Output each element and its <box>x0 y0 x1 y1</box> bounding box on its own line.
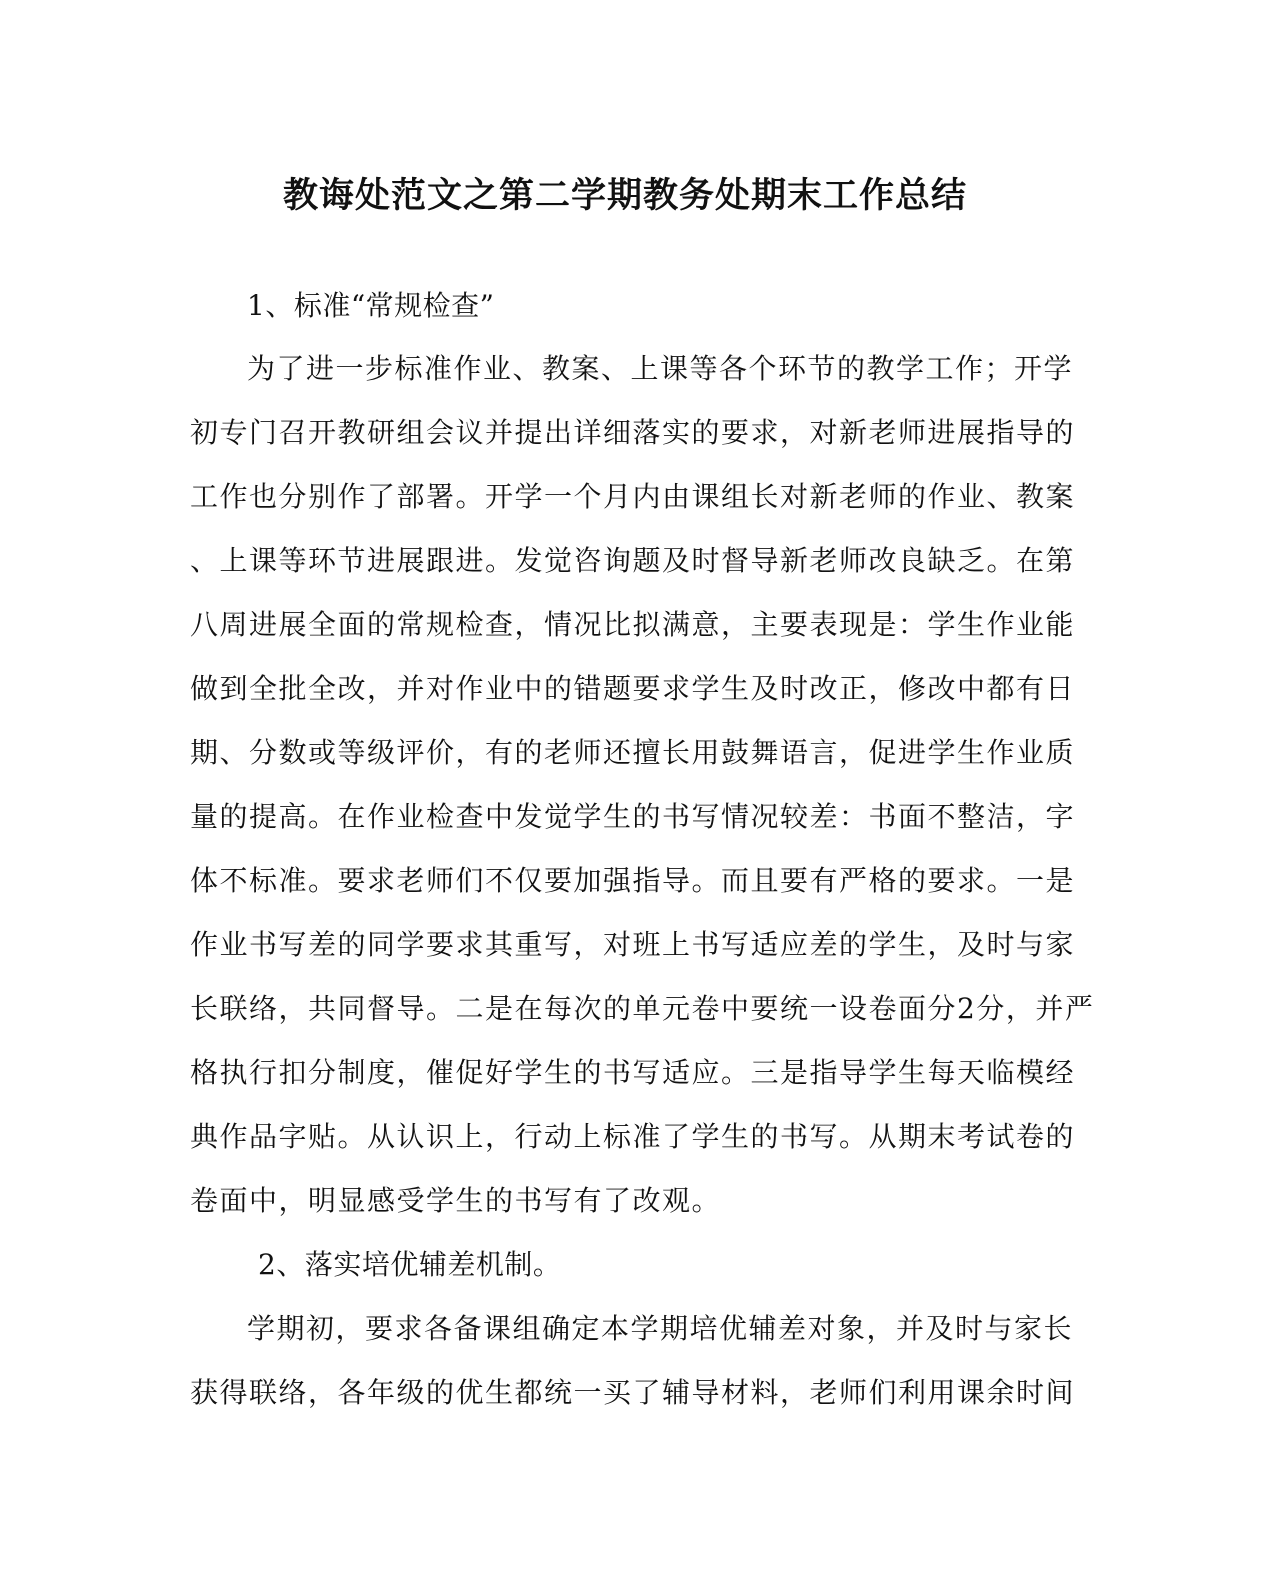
paragraph-line: 学期初，要求各备课组确定本学期培优辅差对象，并及时与家长 <box>247 1312 1074 1345</box>
paragraph-line: 作业书写差的同学要求其重写，对班上书写适应差的学生，及时与家 <box>190 928 1076 961</box>
paragraph-line: 量的提高。在作业检查中发觉学生的书写情况较差：书面不整洁，字 <box>190 800 1076 833</box>
paragraph-line: 、上课等环节进展跟进。发觉咨询题及时督导新老师改良缺乏。在第 <box>190 544 1076 577</box>
section-2-heading: 2、落实培优辅差机制。 <box>258 1248 562 1281</box>
paragraph-line: 期、分数或等级评价，有的老师还擅长用鼓舞语言，促进学生作业质 <box>190 736 1076 769</box>
paragraph-line: 做到全批全改，并对作业中的错题要求学生及时改正，修改中都有日 <box>190 672 1076 705</box>
document-title: 教诲处范文之第二学期教务处期末工作总结 <box>282 175 967 216</box>
paragraph-line: 为了进一步标准作业、教案、上课等各个环节的教学工作；开学 <box>247 352 1074 385</box>
paragraph-line: 长联络，共同督导。二是在每次的单元卷中要统一设卷面分2分，并严 <box>190 992 1095 1025</box>
paragraph-line: 典作品字贴。从认识上，行动上标准了学生的书写。从期末考试卷的 <box>190 1120 1076 1153</box>
section-1-heading: 1、标准“常规检查” <box>247 289 495 322</box>
paragraph-line: 获得联络，各年级的优生都统一买了辅导材料，老师们利用课余时间 <box>190 1376 1076 1409</box>
paragraph-line: 工作也分别作了部署。开学一个月内由课组长对新老师的作业、教案 <box>190 480 1076 513</box>
paragraph-line: 卷面中，明显感受学生的书写有了改观。 <box>190 1184 722 1217</box>
paragraph-line: 格执行扣分制度，催促好学生的书写适应。三是指导学生每天临模经 <box>190 1056 1076 1089</box>
paragraph-line: 初专门召开教研组会议并提出详细落实的要求，对新老师进展指导的 <box>190 416 1076 449</box>
paragraph-line: 体不标准。要求老师们不仅要加强指导。而且要有严格的要求。一是 <box>190 864 1076 897</box>
paragraph-line: 八周进展全面的常规检查，情况比拟满意，主要表现是：学生作业能 <box>190 608 1076 641</box>
